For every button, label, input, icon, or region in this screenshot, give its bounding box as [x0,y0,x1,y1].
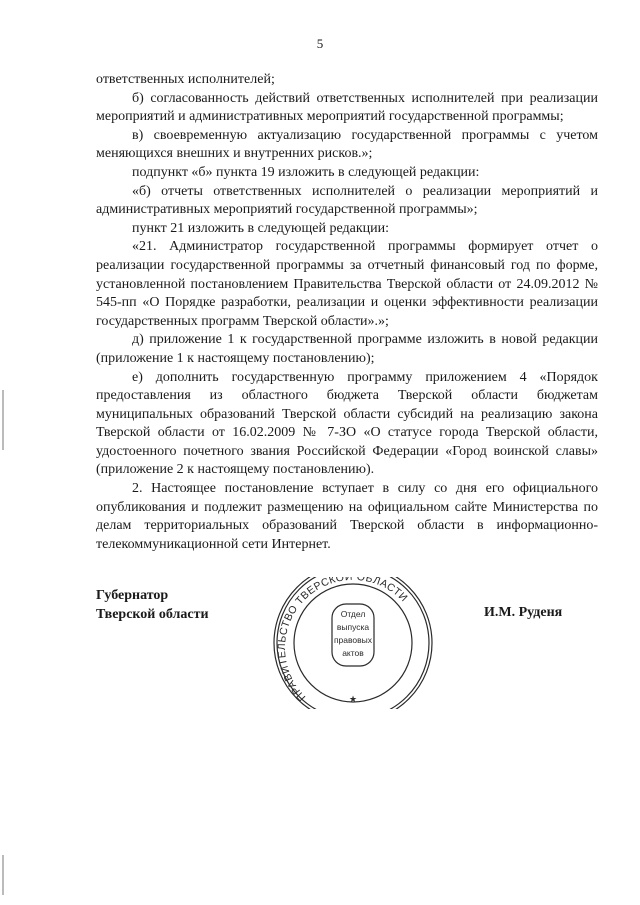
paragraph: пункт 21 изложить в следующей редакции: [132,220,389,236]
seal-center-line: выпуска [336,622,370,632]
scan-edge-mark [2,855,4,895]
signatory-name: И.М. Руденя [484,605,563,620]
seal-center-line: правовых [333,635,373,645]
page-number: 5 [316,36,324,51]
signatory-title-line-1: Губернатор [96,588,169,603]
scan-edge-mark [2,390,4,450]
paragraph: «21. Администратор государственной программы формирует отчет о реализации государственной программы за отчетный финансовый год по форме, установленной постановлением Правительства Тверской области от 24.09.2012 № 545-пп «О Порядке разработки, реализации и оценки эффективности реализации государственных программ Тверской области».»; [96,239,598,329]
official-seal [270,577,436,709]
document-body [96,71,598,554]
paragraph: ответственных исполнителей; [96,72,275,87]
paragraph: 2. Настоящее постановление вступает в силу со дня его официального опубликования и подлежит размещению на официальном сайте Министерства по делам территориальных образований Тверской области в информационно-телекоммуникационной сети Интернет. [96,481,598,552]
seal-ring-text: ПРАВИТЕЛЬСТВО ТВЕРСКО ОБЛАСТИ [275,577,410,704]
paragraph: д) приложение 1 к государственной программе изложить в новой редакции (приложение 1 к настоящему постановлению); [96,332,598,366]
paragraph: е) дополнить государственную программу приложением 4 «Порядок предоставления из областного бюджета Тверской области бюджетам муниципальных образований Тверской области субсидий на реализацию закона Тверской области от 16.02.2009 № 7-ЗО «О статусе города Тверской области, удостоенного почетного звания Российской Федерации «Город воинской славы» (приложение 2 к настоящему постановлению). [96,369,598,478]
signatory-title-line-2: Тверской области [96,606,209,622]
signatory-title [96,587,209,624]
seal-star-icon: ★ [348,694,358,704]
paragraph: в) своевременную актуализацию государственной программы с учетом меняющихся внешних и внутренних рисков.»; [96,127,598,162]
paragraph: «б) отчеты ответственных исполнителей о реализации мероприятий и административных мероприятий государственной программы»; [96,183,598,218]
seal-center-line: Отдел [340,609,366,619]
seal-center-line: актов [342,648,364,658]
paragraph: подпункт «б» пункта 19 изложить в следующей редакции: [132,164,480,180]
paragraph: б) согласованность действий ответственных исполнителей при реализации мероприятий и административных мероприятий государственной программы; [96,90,598,125]
